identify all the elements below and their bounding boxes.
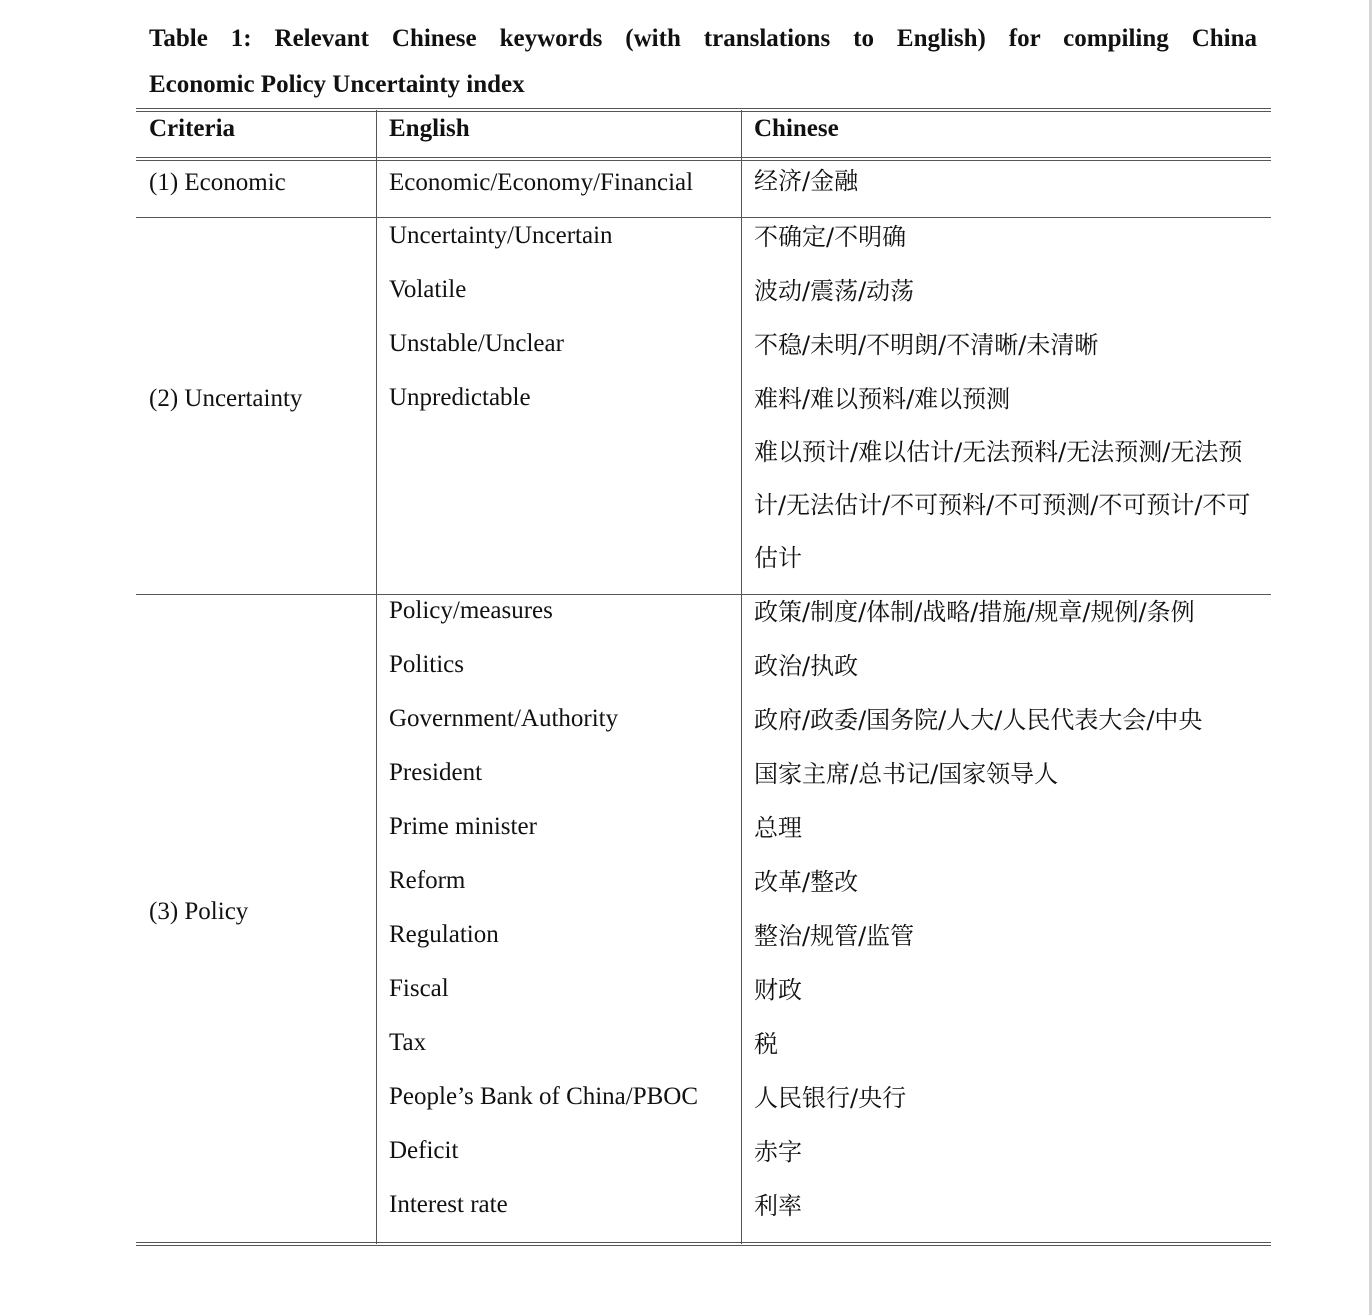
list-item: 税 bbox=[754, 1030, 778, 1058]
caption-line-2: Economic Policy Uncertainty index bbox=[149, 71, 525, 98]
column-divider-1 bbox=[376, 110, 377, 1244]
list-item: 不稳/未明/不明朗/不清晰/未清晰 bbox=[754, 331, 1099, 359]
list-item: 波动/震荡/动荡 bbox=[754, 277, 915, 305]
english-uncertainty-list bbox=[389, 209, 613, 425]
table-caption bbox=[149, 16, 1257, 108]
list-item: 政策/制度/体制/战略/措施/规章/规例/条例 bbox=[754, 598, 1195, 626]
list-item: Deficit bbox=[389, 1137, 459, 1164]
header-english: English bbox=[389, 115, 470, 142]
list-item: 政治/执政 bbox=[754, 652, 859, 680]
chinese-policy-list bbox=[754, 585, 1202, 1233]
list-item: Interest rate bbox=[389, 1191, 508, 1218]
list-item: 财政 bbox=[754, 976, 802, 1004]
criteria-uncertainty: (2) Uncertainty bbox=[149, 385, 303, 412]
english-economic: Economic/Economy/Financial bbox=[389, 169, 694, 196]
header-bottom-rule bbox=[136, 157, 1271, 161]
list-item: Fiscal bbox=[389, 975, 449, 1002]
chinese-uncertainty-long: 难以预计/难以估计/无法预料/无法预测/无法预计/无法估计/不可预料/不可预测/不可预计/不可估计 bbox=[754, 438, 1251, 572]
list-item: Reform bbox=[389, 867, 466, 894]
list-item: Government/Authority bbox=[389, 705, 619, 732]
criteria-economic: (1) Economic bbox=[149, 169, 286, 196]
list-item: 改革/整改 bbox=[754, 868, 859, 896]
chinese-uncertainty-list bbox=[754, 210, 1098, 426]
list-item: Uncertainty/Uncertain bbox=[389, 222, 613, 249]
list-item: Unstable/Unclear bbox=[389, 330, 564, 357]
table-bottom-rule bbox=[136, 1242, 1271, 1246]
list-item: 政府/政委/国务院/人大/人民代表大会/中央 bbox=[754, 706, 1203, 734]
list-item: Politics bbox=[389, 651, 465, 678]
list-item: 难料/难以预料/难以预测 bbox=[754, 385, 1011, 413]
chinese-economic: 经济/金融 bbox=[754, 167, 859, 195]
row-divider-1 bbox=[136, 217, 1271, 218]
list-item: Policy/measures bbox=[389, 597, 553, 624]
list-item: 利率 bbox=[754, 1192, 802, 1220]
list-item: 总理 bbox=[754, 814, 802, 842]
table-top-rule bbox=[136, 108, 1271, 112]
criteria-policy: (3) Policy bbox=[149, 898, 249, 925]
list-item: Tax bbox=[389, 1029, 427, 1056]
list-item: 赤字 bbox=[754, 1138, 802, 1166]
column-divider-2 bbox=[741, 110, 742, 1244]
list-item: 人民银行/央行 bbox=[754, 1084, 907, 1112]
list-item: 国家主席/总书记/国家领导人 bbox=[754, 760, 1059, 788]
list-item: 不确定/不明确 bbox=[754, 223, 907, 251]
list-item: Regulation bbox=[389, 921, 499, 948]
list-item: President bbox=[389, 759, 483, 786]
english-policy-list bbox=[389, 584, 698, 1232]
list-item: Prime minister bbox=[389, 813, 537, 840]
list-item: Unpredictable bbox=[389, 384, 531, 411]
caption-line-1: Table 1: Relevant Chinese keywords (with translations to English) for compiling China bbox=[149, 25, 1257, 52]
list-item: People’s Bank of China/PBOC bbox=[389, 1083, 699, 1110]
header-chinese: Chinese bbox=[754, 115, 839, 142]
list-item: 整治/规管/监管 bbox=[754, 922, 915, 950]
list-item: Volatile bbox=[389, 276, 467, 303]
header-criteria: Criteria bbox=[149, 115, 236, 142]
